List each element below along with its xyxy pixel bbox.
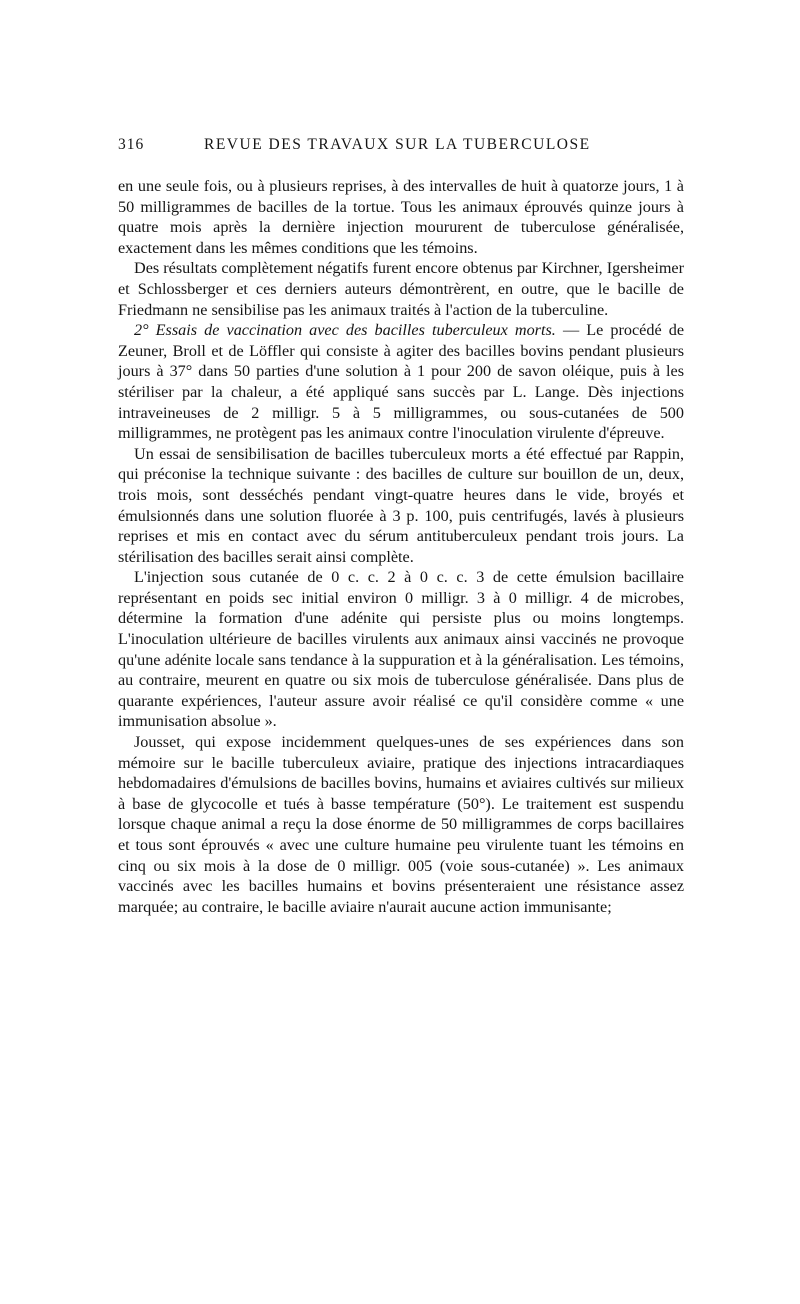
- paragraph-rappin-sensitization: Un essai de sensibilisation de bacilles tuberculeux morts a été effectué par Rappin, qui préconise la technique suivante : des bacilles de culture sur bouillon de un, deux, trois mois, sont desséchés pendant vingt-quatre heures dans le vide, broyés et émulsionnés dans une solution fluorée à 3 p. 100, puis centrifugés, lavés à plusieurs reprises et mis en contact avec du sérum antituberculeux pendant trois jours. La stérilisation des bacilles serait ainsi complète.: [118, 444, 684, 566]
- section-heading: 2° Essais de vaccination avec des bacilles tuberculeux morts.: [134, 321, 556, 340]
- section-heading-body: — Le procédé de Zeuner, Broll et de Löffler qui consiste à agiter des bacilles bovins pendant plusieurs jours à 37° dans 50 parties d'une solution à 1 pour 200 de savon oléique, puis à les stériliser par la chaleur, a été appliqué sans succès par L. Lange. Dès injections intraveineuses de 2 milligr. 5 à 5 milligrammes, ou sous-cutanées de 500 milligrammes, ne protègent pas les animaux contre l'inoculation virulente d'épreuve.: [118, 321, 684, 443]
- body-text: [118, 176, 684, 917]
- paragraph-jousset-experiments: Jousset, qui expose incidemment quelques-unes de ses expériences dans son mémoire sur le bacille tuberculeux aviaire, pratique des injections intracardiaques hebdomadaires d'émulsions de bacilles bovins, humains et aviaires cultivés sur milieux à base de glycocolle et tués à basse température (50°). Le traitement est suspendu lorsque chaque animal a reçu la dose énorme de 50 milligrammes de corps bacillaires et tous sont éprouvés « avec une culture humaine peu virulente tuant les témoins en cinq ou six mois à la dose de 0 milligr. 005 (voie sous-cutanée) ». Les animaux vaccinés avec les bacilles humains et bovins présenteraient une résistance assez marquée; au contraire, le bacille aviaire n'aurait aucune action immunisante;: [118, 733, 684, 916]
- running-head: [118, 136, 684, 158]
- document-page: [118, 136, 684, 917]
- paragraph-injection-results: L'injection sous cutanée de 0 c. c. 2 à 0 c. c. 3 de cette émulsion bacillaire représentant en poids sec initial environ 0 milligr. 3 à 0 milligr. 4 de microbes, détermine la formation d'une adénite qui persiste plus ou moins longtemps. L'inoculation ultérieure de bacilles virulents aux animaux ainsi vaccinés ne provoque qu'une adénite locale sans tendance à la suppuration et à la généralisation. Les témoins, au contraire, meurent en quatre ou six mois de tuberculose généralisée. Dans plus de quarante expériences, l'auteur assure avoir réalisé ce qu'il considère comme « une immunisation absolue ».: [118, 568, 684, 731]
- paragraph-dead-bacilli-vaccination: [118, 320, 684, 444]
- page-number: 316: [118, 136, 145, 153]
- paragraph-continuation: en une seule fois, ou à plusieurs reprises, à des intervalles de huit à quatorze jours, 1 à 50 milligrammes de bacilles de la tortue. Tous les animaux éprouvés quinze jours à quatre mois après la dernière injection moururent de tuberculose généralisée, exactement dans les mêmes conditions que les témoins.: [118, 177, 684, 257]
- paragraph-negative-results: Des résultats complètement négatifs furent encore obtenus par Kirchner, Igersheimer et Schlossberger et ces derniers auteurs démontrèrent, en outre, que le bacille de Friedmann ne sensibilise pas les animaux traités à l'action de la tuberculine.: [118, 259, 684, 319]
- running-head-title: REVUE DES TRAVAUX SUR LA TUBERCULOSE: [204, 136, 591, 153]
